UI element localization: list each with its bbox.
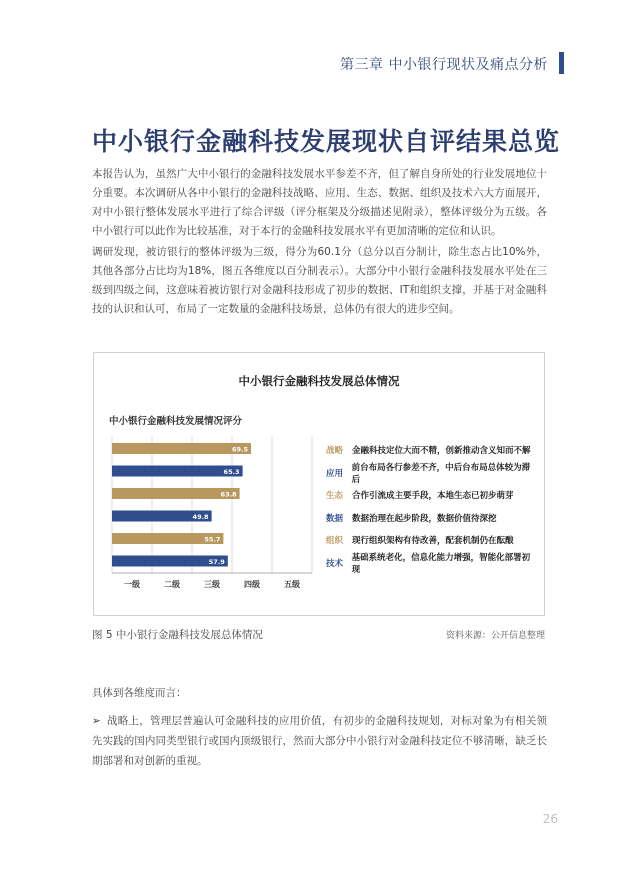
paragraph-findings: 调研发现，被访银行的整体评级为三级，得分为60.1分（总分以百分制计，除生态占比10%外，其他各部分占比均为18%，图五各维度以百分制表示）。大部分中小银行金融科技发展水平处在三级到四级之间，这意味着被访银行对金融科技形成了初步的数据、IT和组织支撑，并基于对金融科技的认识和认可，布局了一定数量的金融科技场景，总体仍有很大的进步空间。 xyxy=(92,246,547,315)
figure-caption: 图 5 中小银行金融科技发展总体情况 xyxy=(92,629,263,641)
dimension-row xyxy=(326,507,536,530)
dimension-name: 应用 xyxy=(326,468,344,479)
dimension-description: 前台布局各行参差不齐，中后台布局总体较为滞后 xyxy=(351,462,531,485)
bullet-text: 战略上，管理层普遍认可金融科技的应用价值，有初步的金融科技规划，对标对象为有相关领先实践的国内同类型银行或国内顶级银行，然而大部分中小银行对金融科技定位不够清晰，缺乏长期部署和对创新的重视。 xyxy=(92,715,547,767)
dimension-name: 数据 xyxy=(326,513,344,524)
chapter-accent-bar xyxy=(559,52,564,74)
dimension-description: 数据治理在起步阶段，数据价值待深挖 xyxy=(352,513,497,524)
chart-subtitle: 中小银行金融科技发展情况评分 xyxy=(109,416,243,427)
figure-panel xyxy=(93,352,545,616)
bullet-item xyxy=(92,711,547,771)
paragraph-intro: 本报告认为，虽然广大中小银行的金融科技发展水平参差不齐，但了解自身所处的行业发展地位十分重要。本次调研从各中小银行的金融科技战略、应用、生态、数据、组织及技术六大方面展开，对中小银行整体发展水平进行了综合评级（评分框架及分级描述见附录），整体评级分为五级。各中小银行可以此作为比较基准，对于本行的金融科技发展水平有更加清晰的定位和认识。 xyxy=(92,168,547,237)
dimension-description: 金融科技定位大而不精，创新推动含义知而不解 xyxy=(352,446,531,457)
bar-value-label: 69.5 xyxy=(231,445,248,454)
x-tick-label: 五级 xyxy=(284,580,300,589)
score-bar-chart xyxy=(94,353,324,615)
page-number: 26 xyxy=(542,812,558,826)
dimension-row xyxy=(326,529,536,552)
dimension-row xyxy=(326,552,536,575)
bar-value-label: 57.9 xyxy=(208,558,225,566)
dimension-description: 合作引流成主要手段，本地生态已初步萌芽 xyxy=(352,491,514,502)
x-tick-label: 三级 xyxy=(204,580,220,589)
dimension-name: 组织 xyxy=(326,536,344,547)
bar-value-label: 63.8 xyxy=(220,490,237,499)
dimension-description: 现行组织架构有待改善，配套机制仍在酝酿 xyxy=(352,536,514,547)
page-title: 中小银行金融科技发展现状自评结果总览 xyxy=(92,127,561,156)
bar-value-label: 55.7 xyxy=(204,535,221,544)
dimension-row xyxy=(326,439,536,462)
figure-title: 中小银行金融科技发展总体情况 xyxy=(238,374,400,388)
dimension-description: 基础系统老化，信息化能力增强，智能化部署初现 xyxy=(351,552,531,575)
dimension-name: 生态 xyxy=(326,491,344,502)
bar-value-label: 49.8 xyxy=(192,513,209,521)
chapter-title: 第三章 中小银行现状及痛点分析 xyxy=(340,57,548,73)
bar xyxy=(112,443,251,454)
dimension-name: 技术 xyxy=(326,558,344,569)
x-tick-label: 四级 xyxy=(244,580,260,589)
dimension-row xyxy=(326,484,536,507)
bar-value-label: 65.3 xyxy=(223,468,240,476)
dimension-list xyxy=(326,439,536,574)
x-tick-label: 一级 xyxy=(124,580,140,589)
dimension-row xyxy=(326,462,536,485)
x-tick-label: 二级 xyxy=(164,580,180,589)
arrow-bullet-icon: ➢ xyxy=(92,715,101,727)
dimension-name: 战略 xyxy=(326,446,344,457)
detail-intro: 具体到各维度而言： xyxy=(92,687,187,699)
figure-source: 资料来源：公开信息整理 xyxy=(445,631,545,641)
